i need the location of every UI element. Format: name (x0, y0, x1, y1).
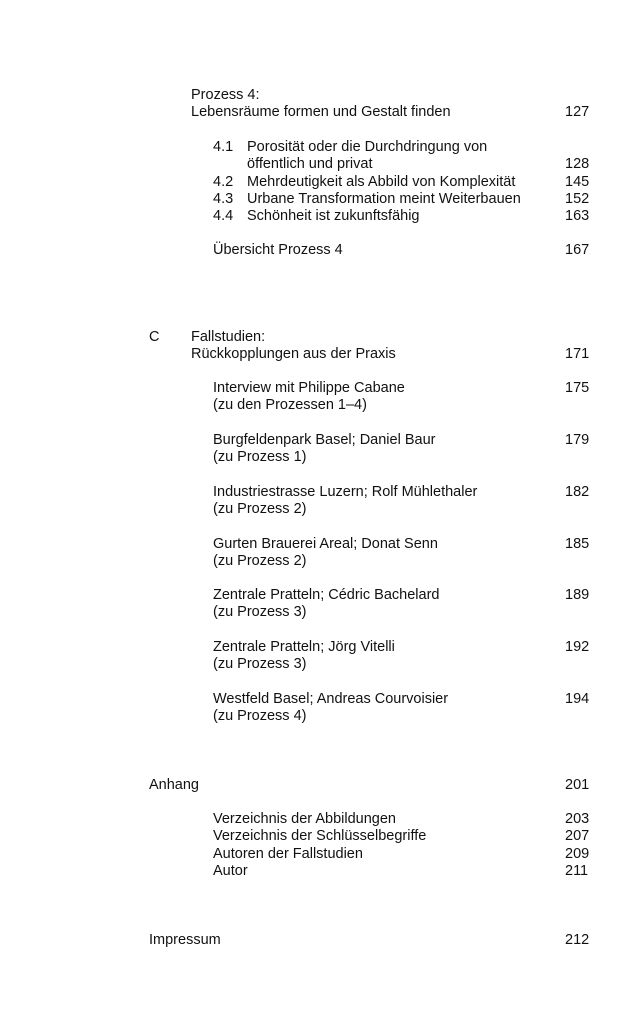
case-study-7-page: 194 (565, 691, 590, 707)
case-study-2-note: (zu Prozess 1) (213, 449, 307, 465)
case-study-3-page: 182 (565, 484, 590, 500)
section-c-heading: Fallstudien: (191, 329, 266, 345)
prozess4-page: 127 (565, 104, 590, 120)
section-c-letter: C (149, 329, 160, 345)
case-study-5-note: (zu Prozess 3) (213, 604, 307, 620)
case-study-4-title[interactable]: Gurten Brauerei Areal; Donat Senn (213, 536, 438, 552)
case-study-1-note: (zu den Prozessen 1–4) (213, 397, 367, 413)
impressum-page: 212 (565, 932, 590, 948)
section-c-page: 171 (565, 346, 590, 362)
anhang-item-autoren-page: 209 (565, 846, 590, 862)
case-study-6-page: 192 (565, 639, 590, 655)
item-4-2-title[interactable]: Mehrdeutigkeit als Abbild von Komplexität (247, 174, 516, 190)
section-c-title[interactable]: Rückkopplungen aus der Praxis (191, 346, 396, 362)
case-study-5-title[interactable]: Zentrale Pratteln; Cédric Bachelard (213, 587, 440, 603)
case-study-6-note: (zu Prozess 3) (213, 656, 307, 672)
case-study-2-page: 179 (565, 432, 590, 448)
item-4-1-page: 128 (565, 156, 590, 172)
overview-prozess4-page: 167 (565, 242, 590, 258)
case-study-2-title[interactable]: Burgfeldenpark Basel; Daniel Baur (213, 432, 436, 448)
anhang-item-abbildungen-page: 203 (565, 811, 590, 827)
case-study-3-title[interactable]: Industriestrasse Luzern; Rolf Mühlethaler (213, 484, 478, 500)
item-4-3-number: 4.3 (213, 191, 234, 207)
item-4-4-title[interactable]: Schönheit ist zukunftsfähig (247, 208, 420, 224)
prozess4-title[interactable]: Lebensräume formen und Gestalt finden (191, 104, 451, 120)
anhang-item-autor-page: 211 (565, 863, 589, 879)
item-4-1-title-line2[interactable]: öffentlich und privat (247, 156, 373, 172)
case-study-4-page: 185 (565, 536, 590, 552)
case-study-6-title[interactable]: Zentrale Pratteln; Jörg Vitelli (213, 639, 395, 655)
item-4-4-page: 163 (565, 208, 590, 224)
impressum-title[interactable]: Impressum (149, 932, 221, 948)
item-4-3-title[interactable]: Urbane Transformation meint Weiterbauen (247, 191, 521, 207)
case-study-1-page: 175 (565, 380, 590, 396)
case-study-1-title[interactable]: Interview mit Philippe Cabane (213, 380, 405, 396)
anhang-item-schluesselbegriffe[interactable]: Verzeichnis der Schlüsselbegriffe (213, 828, 427, 844)
case-study-5-page: 189 (565, 587, 590, 603)
anhang-item-abbildungen[interactable]: Verzeichnis der Abbildungen (213, 811, 396, 827)
overview-prozess4[interactable]: Übersicht Prozess 4 (213, 242, 343, 258)
case-study-3-note: (zu Prozess 2) (213, 501, 307, 517)
anhang-page: 201 (565, 777, 590, 793)
item-4-2-page: 145 (565, 174, 590, 190)
item-4-1-title-line1[interactable]: Porosität oder die Durchdringung von (247, 139, 488, 155)
item-4-1-number: 4.1 (213, 139, 234, 155)
item-4-3-page: 152 (565, 191, 590, 207)
item-4-4-number: 4.4 (213, 208, 234, 224)
anhang-item-autoren[interactable]: Autoren der Fallstudien (213, 846, 363, 862)
case-study-7-title[interactable]: Westfeld Basel; Andreas Courvoisier (213, 691, 449, 707)
case-study-4-note: (zu Prozess 2) (213, 553, 307, 569)
anhang-item-schluesselbegriffe-page: 207 (565, 828, 590, 844)
case-study-7-note: (zu Prozess 4) (213, 708, 307, 724)
anhang-title[interactable]: Anhang (149, 777, 199, 793)
prozess4-heading: Prozess 4: (191, 87, 260, 103)
item-4-2-number: 4.2 (213, 174, 234, 190)
anhang-item-autor[interactable]: Autor (213, 863, 248, 879)
